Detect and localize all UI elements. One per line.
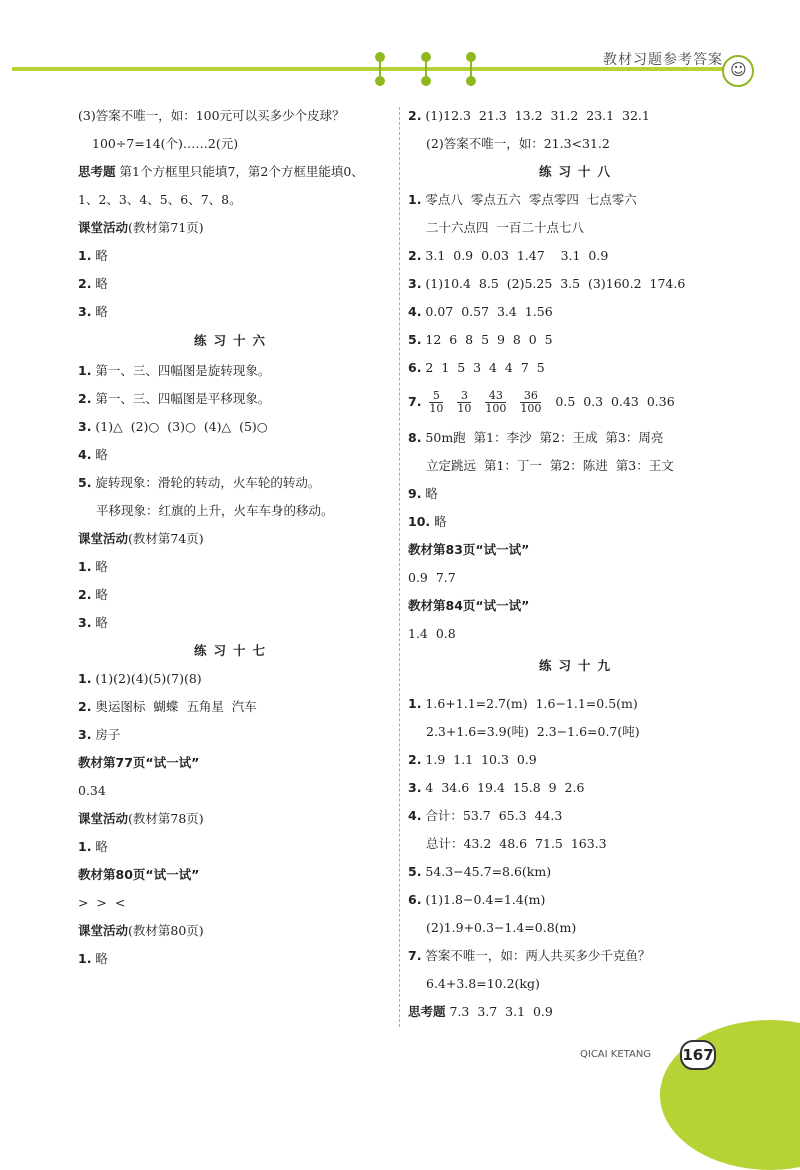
section-heading: 练习十八 [538,164,617,179]
item-label: 7. [408,394,422,409]
answer-line [78,811,204,827]
item-label: 1. [78,559,92,574]
header-title: 教材习题参考答案 [603,52,723,68]
item-text: (教材第80页) [128,923,204,938]
item-text: 1、2、3、4、5、6、7、8。 [78,192,242,207]
answer-line [426,136,610,152]
item-label: 课堂活动 [78,923,129,938]
item-text: (1)12.3 21.3 13.2 31.2 23.1 32.1 [421,108,650,123]
answer-line [408,430,663,446]
page-number: 167 [680,1040,716,1070]
item-text: 12 6 8 5 9 8 0 5 [421,332,553,347]
answer-line [426,836,607,852]
answer-line [408,248,608,264]
answer-line [78,220,204,236]
answer-line [408,542,529,558]
item-label: 3. [408,780,422,795]
fraction-denominator: 10 [429,402,444,415]
answer-line [78,727,120,743]
item-label: 2. [408,248,422,263]
item-label: 3. [78,727,92,742]
answer-line [78,475,320,491]
answer-line [408,486,438,502]
item-text: 54.3−45.7=8.6(km) [421,864,552,879]
item-text: (1)△ (2)○ (3)○ (4)△ (5)○ [91,419,268,434]
answer-line [426,458,674,474]
answer-line [78,276,108,292]
item-text: (教材第71页) [128,220,204,235]
item-text: (1)(2)(4)(5)(7)(8) [91,671,202,686]
item-label: 教材第80页“试一试” [78,867,200,882]
item-text: 1.9 1.1 10.3 0.9 [421,752,537,767]
answer-line [408,304,553,320]
item-label: 教材第77页“试一试” [78,755,200,770]
item-text: > > < [78,895,126,910]
section-heading: 练习十七 [193,643,272,658]
item-label: 2. [78,587,92,602]
item-label: 思考题 [408,1004,446,1019]
item-text: (教材第74页) [128,531,204,546]
item-text: (2)1.9+0.3−1.4=0.8(m) [426,920,577,935]
item-text: 50m跑 第1：李沙 第2：王成 第3：周亮 [421,430,664,445]
item-label: 1. [78,839,92,854]
item-text: 平移现象：红旗的上升，火车车身的移动。 [96,503,334,518]
answer-line [78,108,345,124]
item-label: 1. [78,951,92,966]
answer-line [408,780,584,796]
item-label: 1. [408,696,422,711]
item-text: 1.4 0.8 [408,626,456,641]
item-label: 教材第84页“试一试” [408,598,530,613]
item-label: 课堂活动 [78,811,129,826]
footer-wave [660,1020,800,1170]
item-label: 1. [78,671,92,686]
item-text: 0.07 0.57 3.4 1.56 [421,304,553,319]
answer-line [78,867,199,883]
answer-line [96,503,334,519]
item-text: 略 [91,276,108,291]
answer-line [78,895,125,911]
item-label: 课堂活动 [78,220,129,235]
answer-line [408,570,456,586]
fraction-numerator: 43 [485,390,506,403]
item-text: 零点八 零点五六 零点零四 七点零六 [421,192,637,207]
answer-line [426,920,576,936]
item-label: 课堂活动 [78,531,129,546]
item-text: 答案不唯一，如：两人共买多少千克鱼？ [421,948,651,963]
answer-line [408,626,456,642]
item-label: 8. [408,430,422,445]
answer-line [78,839,108,855]
item-label: 2. [78,391,92,406]
item-label: 3. [408,276,422,291]
item-text: 立定跳远 第1：丁一 第2：陈进 第3：王文 [426,458,674,473]
answer-line [78,363,270,379]
answer-line [408,1004,553,1020]
binder-pin-icon [375,52,385,86]
item-text: 奥运图标 蝴蝶 五角星 汽车 [91,699,257,714]
answer-line [408,752,537,768]
mascot-icon: ☺ [722,55,754,87]
answer-line [78,192,242,208]
answer-line [78,304,108,320]
answer-line [78,391,270,407]
item-text: 7.3 3.7 3.1 0.9 [445,1004,553,1019]
item-text: (3)答案不唯一，如：100元可以买多少个皮球？ [78,108,345,123]
item-text: 2.3+1.6=3.9(吨) 2.3−1.6=0.7(吨) [426,724,640,739]
answer-line [408,276,685,292]
answer-line [408,360,545,376]
item-label: 5. [408,864,422,879]
section-heading: 练习十六 [193,333,272,348]
item-text: 房子 [91,727,121,742]
item-text: 略 [91,615,108,630]
item-label: 4. [78,447,92,462]
item-text: 略 [421,486,438,501]
answer-line [408,948,650,964]
answer-line [408,598,529,614]
item-label: 1. [408,192,422,207]
answer-line [78,419,268,435]
item-text: 略 [91,559,108,574]
answer-line [78,699,257,715]
item-text: 第一、三、四幅图是平移现象。 [91,391,271,406]
item-label: 7. [408,948,422,963]
item-text: 略 [91,304,108,319]
item-text: 2 1 5 3 4 4 7 5 [421,360,545,375]
item-text: 合计：53.7 65.3 44.3 [421,808,563,823]
footer-brand: QICAI KETANG [580,1049,652,1060]
item-label: 5. [78,475,92,490]
fraction-numerator: 36 [520,390,541,403]
answer-line [78,248,108,264]
answer-line [78,587,108,603]
answer-line [78,531,204,547]
item-text: 总计：43.2 48.6 71.5 163.3 [426,836,607,851]
answer-line [408,108,650,124]
answer-line [408,808,562,824]
answer-line [408,864,551,880]
answer-line [78,559,108,575]
item-label: 2. [408,752,422,767]
answer-line [408,514,447,530]
item-text: 0.5 0.3 0.43 0.36 [555,394,675,409]
item-label: 3. [78,419,92,434]
fraction-denominator: 100 [485,402,507,415]
answer-line [408,332,553,348]
item-label: 4. [408,304,422,319]
item-label: 3. [78,615,92,630]
item-label: 5. [408,332,422,347]
answer-line [78,755,199,771]
item-text: (2)答案不唯一，如：21.3<31.2 [426,136,610,151]
item-text: 略 [91,248,108,263]
item-text: 0.34 [78,783,106,798]
fraction-denominator: 100 [520,402,542,415]
answer-line [92,136,238,152]
item-label: 思考题 [78,164,116,179]
item-text: 0.9 7.7 [408,570,456,585]
answer-line [408,696,638,712]
answer-line [408,192,637,208]
column-divider [399,107,400,1027]
answer-line [408,390,675,415]
fraction [520,390,541,415]
item-text: 第一、三、四幅图是旋转现象。 [91,363,271,378]
answer-line [426,724,640,740]
answer-line [78,615,108,631]
binder-pin-icon [421,52,431,86]
answer-line [426,976,540,992]
item-text: 旋转现象：滑轮的转动，火车轮的转动。 [91,475,321,490]
binder-pin-icon [466,52,476,86]
item-text: 略 [430,514,447,529]
item-label: 4. [408,808,422,823]
item-text: 1.6+1.1=2.7(m) 1.6−1.1=0.5(m) [421,696,638,711]
item-text: 6.4+3.8=10.2(kg) [426,976,540,991]
item-text: (1)10.4 8.5 (2)5.25 3.5 (3)160.2 174.6 [421,276,686,291]
item-label: 2. [408,108,422,123]
item-text: 略 [91,839,108,854]
item-label: 1. [78,248,92,263]
item-label: 1. [78,363,92,378]
item-label: 2. [78,699,92,714]
fraction-numerator: 3 [457,390,471,403]
fraction-numerator: 5 [429,390,443,403]
item-label: 2. [78,276,92,291]
answer-line [426,220,584,236]
answer-line [78,951,108,967]
item-label: 10. [408,514,431,529]
fraction [457,390,471,415]
item-label: 9. [408,486,422,501]
answer-line [78,447,108,463]
answer-line [78,671,202,687]
item-label: 3. [78,304,92,319]
item-text: 略 [91,951,108,966]
item-text: 略 [91,447,108,462]
item-label: 6. [408,892,422,907]
answer-line [408,892,545,908]
item-text: (教材第78页) [128,811,204,826]
section-heading: 练习十九 [538,658,617,673]
item-label: 教材第83页“试一试” [408,542,530,557]
item-label: 6. [408,360,422,375]
answer-line [78,164,364,180]
item-text: 第1个方框里只能填7，第2个方框里能填0、 [115,164,364,179]
answer-line [78,923,204,939]
item-text: (1)1.8−0.4=1.4(m) [421,892,546,907]
fraction [485,390,506,415]
item-text: 4 34.6 19.4 15.8 9 2.6 [421,780,585,795]
answer-line [78,783,106,799]
item-text: 略 [91,587,108,602]
fraction [429,390,443,415]
fraction-denominator: 10 [457,402,472,415]
item-text: 100÷7=14(个)……2(元) [92,136,239,151]
item-text: 二十六点四 一百二十点七八 [426,220,584,235]
item-text: 3.1 0.9 0.03 1.47 3.1 0.9 [421,248,609,263]
